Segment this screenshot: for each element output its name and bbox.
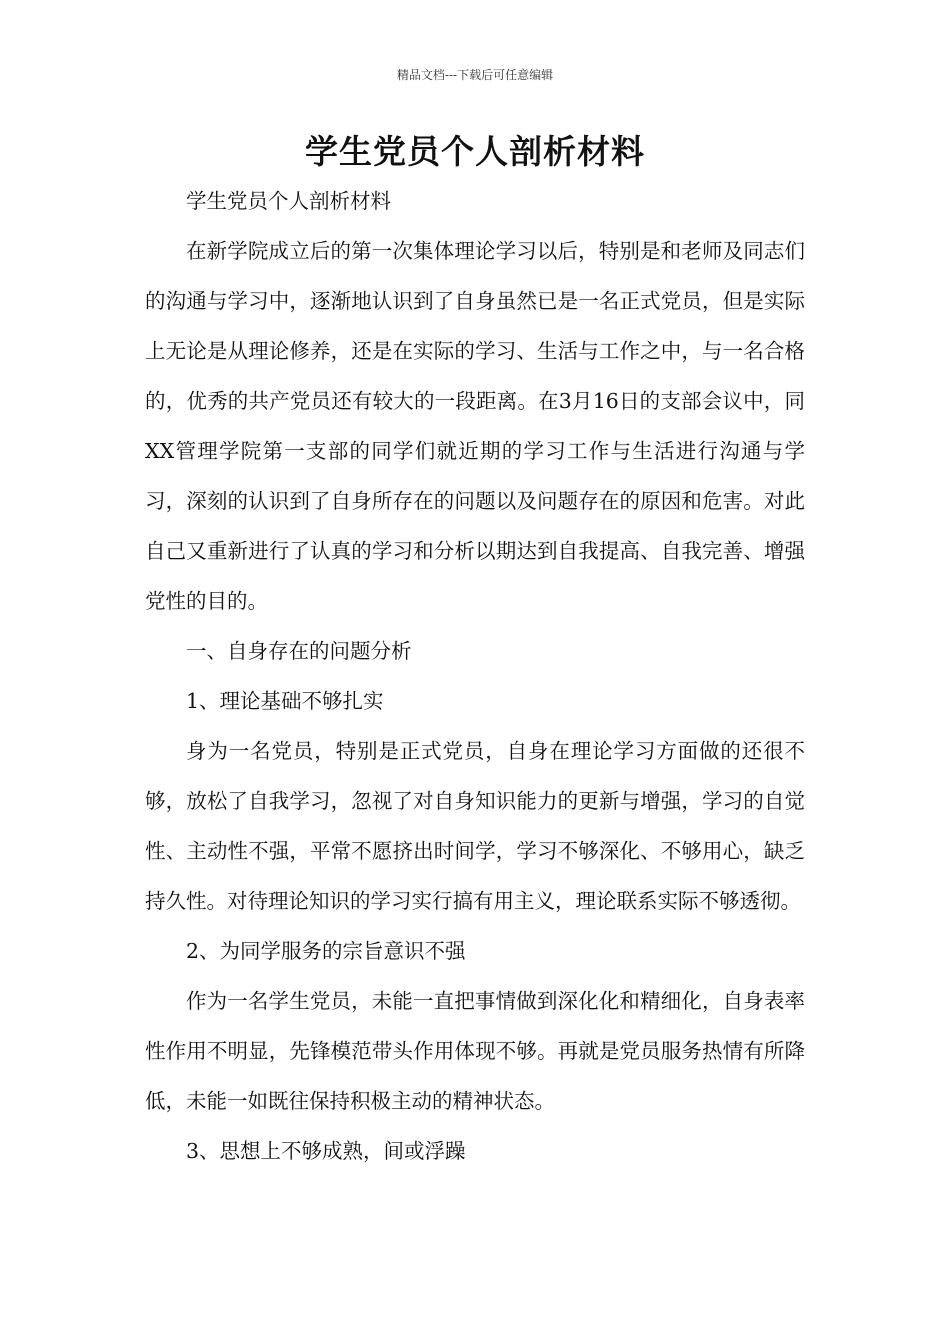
document-title: 学生党员个人剖析材料 bbox=[305, 132, 645, 171]
intro-paragraph: 在新学院成立后的第一次集体理论学习以后，特别是和老师及同志们的沟通与学习中，逐渐地认识到了自身虽然已是一名正式党员，但是实际上无论是从理论修养，还是在实际的学习、生活与工作之中，与一名合格的，优秀的共产党员还有较大的一段距离。在3月16日的支部会议中，同XX管理学院第一支部的同学们就近期的学习工作与生活进行沟通与学习，深刻的认识到了自身所存在的问题以及问题存在的原因和危害。对此自己又重新进行了认真的学习和分析以期达到自我提高、自我完善、增强党性的目的。 bbox=[145, 239, 805, 613]
subtitle-paragraph: 学生党员个人剖析材料 bbox=[186, 189, 391, 213]
document-body bbox=[145, 176, 805, 1176]
subheading-3: 3、思想上不够成熟，间或浮躁 bbox=[186, 1139, 466, 1163]
page-header-note: 精品文档---下载后可任意编辑 bbox=[396, 68, 554, 82]
subheading-1: 1、理论基础不够扎实 bbox=[186, 689, 384, 713]
body-paragraph-2: 作为一名学生党员，未能一直把事情做到深化化和精细化，自身表率性作用不明显，先锋模范带头作用体现不够。再就是党员服务热情有所降低，未能一如既往保持积极主动的精神状态。 bbox=[145, 989, 805, 1113]
section-heading-1: 一、自身存在的问题分析 bbox=[186, 639, 412, 663]
subheading-2: 2、为同学服务的宗旨意识不强 bbox=[186, 939, 466, 963]
body-paragraph-1: 身为一名党员，特别是正式党员，自身在理论学习方面做的还很不够，放松了自我学习，忽视了对自身知识能力的更新与增强，学习的自觉性、主动性不强，平常不愿挤出时间学，学习不够深化、不够用心，缺乏持久性。对待理论知识的学习实行搞有用主义，理论联系实际不够透彻。 bbox=[145, 739, 805, 913]
